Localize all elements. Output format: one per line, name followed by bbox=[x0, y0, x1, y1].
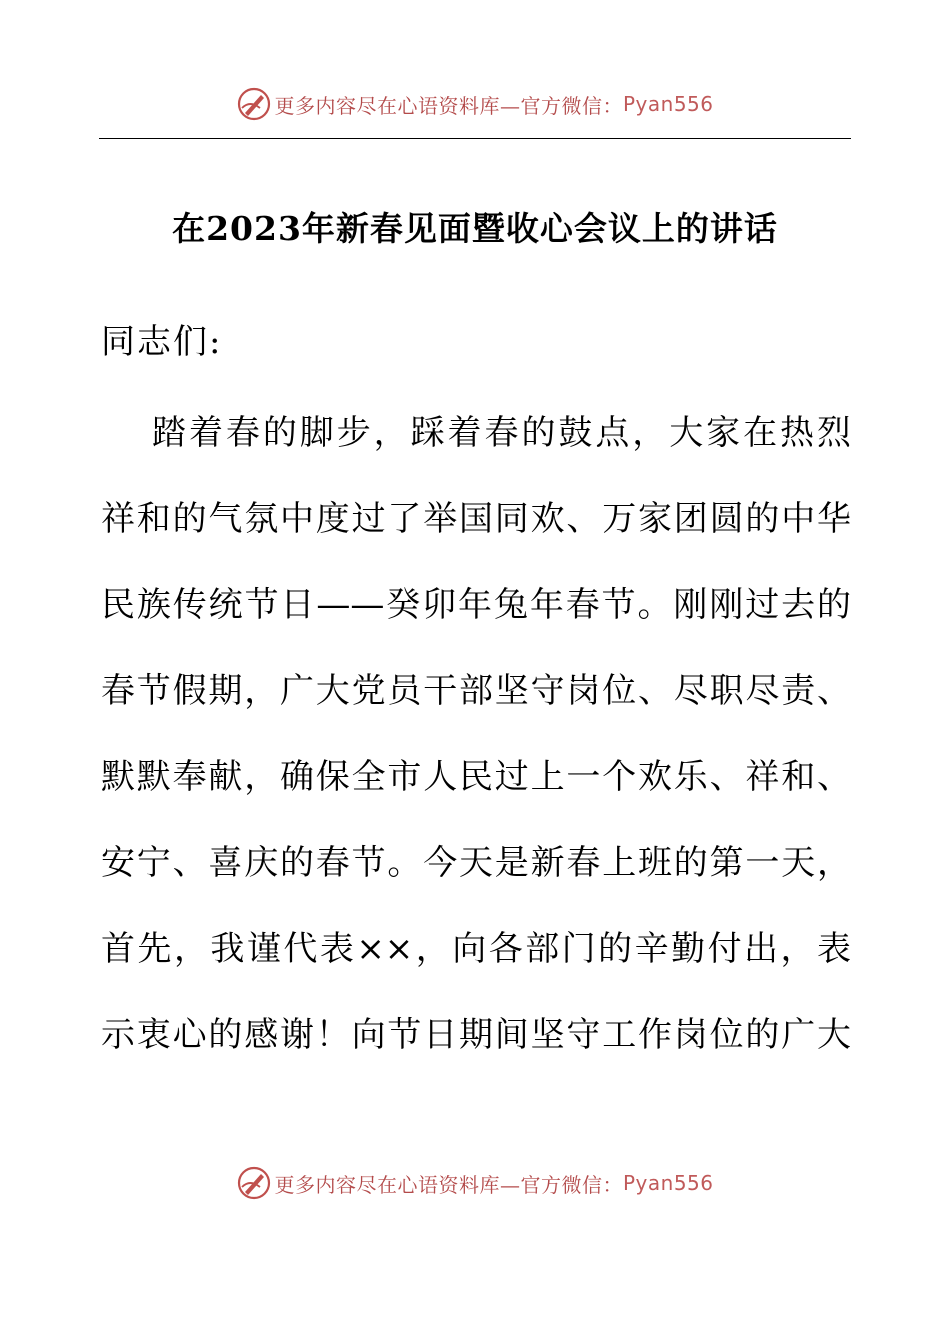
footer-banner bbox=[0, 1163, 950, 1203]
header-banner bbox=[0, 84, 950, 124]
footer-banner-text: 更多内容尽在心语资料库—官方微信： bbox=[274, 1172, 623, 1197]
pen-logo-icon bbox=[236, 1165, 272, 1201]
salutation: 同志们: bbox=[101, 322, 223, 362]
footer-banner-id: Pyan556 bbox=[622, 1171, 714, 1195]
body-line-4: 春节假期，广大党员干部坚守岗位、尽职尽责、 bbox=[101, 671, 851, 711]
body-line-2: 祥和的气氛中度过了举国同欢、万家团圆的中华 bbox=[101, 499, 851, 539]
header-banner-text: 更多内容尽在心语资料库—官方微信： bbox=[274, 93, 623, 118]
body-line-3: 民族传统节日——癸卯年兔年春节。刚刚过去的 bbox=[101, 585, 851, 625]
pen-logo-icon bbox=[236, 86, 272, 122]
body-line-8: 示衷心的感谢！向节日期间坚守工作岗位的广大 bbox=[101, 1015, 851, 1055]
body-line-5: 默默奉献，确保全市人民过上一个欢乐、祥和、 bbox=[101, 757, 851, 797]
header-banner-id: Pyan556 bbox=[622, 92, 714, 116]
header-divider bbox=[99, 138, 851, 139]
body-line-1: 踏着春的脚步，踩着春的鼓点，大家在热烈 bbox=[152, 413, 851, 453]
body-line-7: 首先，我谨代表××，向各部门的辛勤付出，表 bbox=[101, 929, 851, 969]
body-line-6: 安宁、喜庆的春节。今天是新春上班的第一天， bbox=[101, 843, 851, 883]
document-title: 在2023年新春见面暨收心会议上的讲话 bbox=[172, 209, 778, 248]
